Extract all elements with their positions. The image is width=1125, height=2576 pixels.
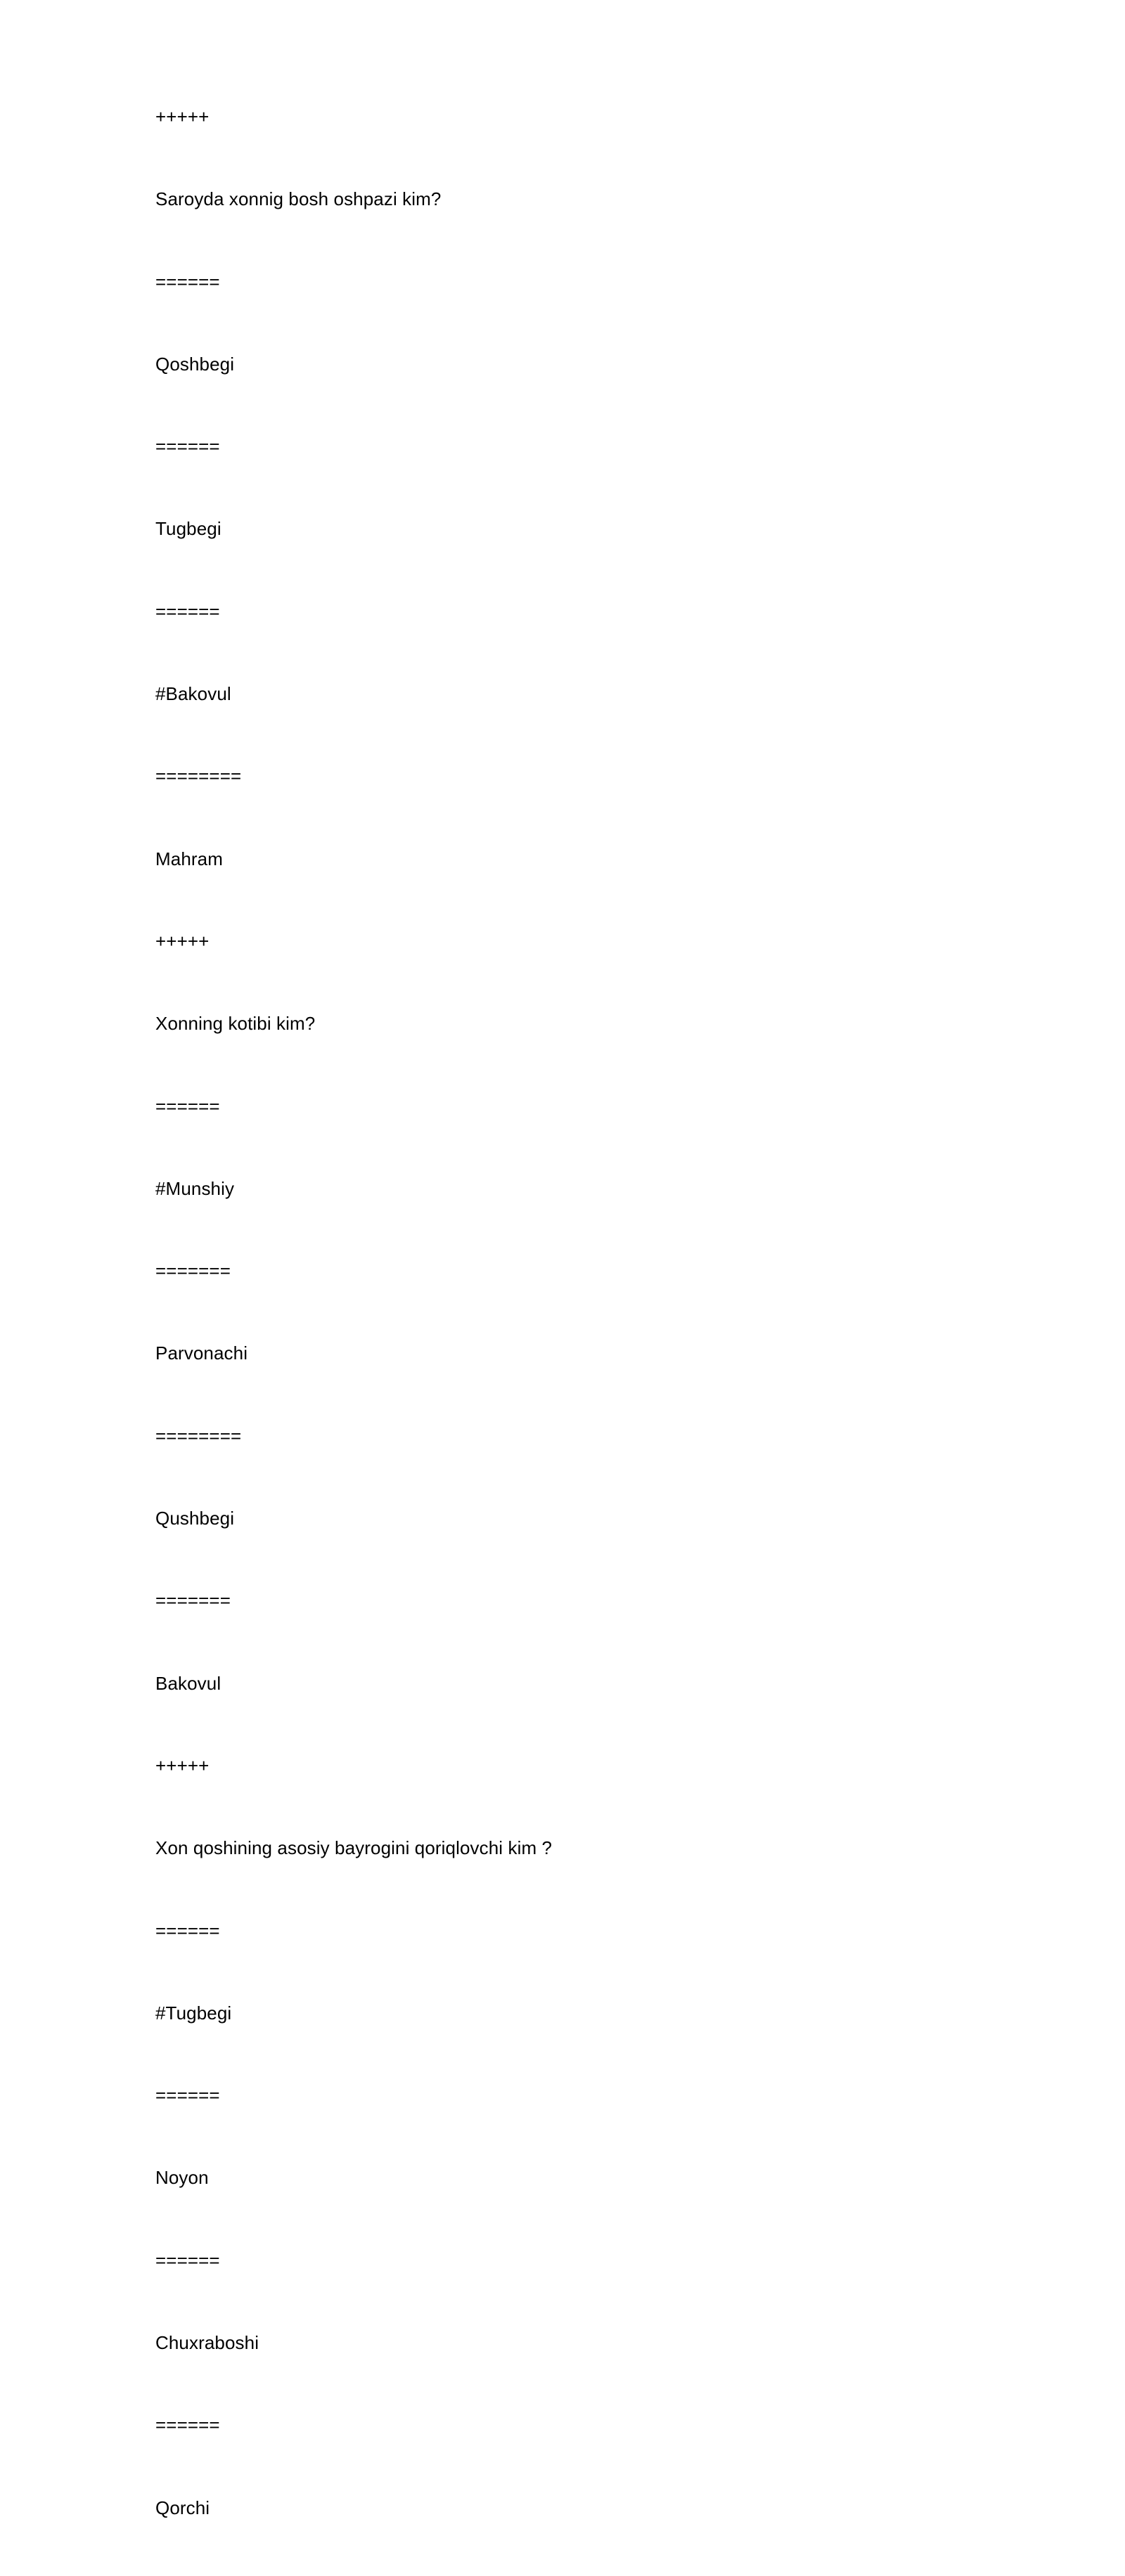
separator-equals: ========	[155, 1425, 242, 1446]
separator-equals: =======	[155, 1590, 231, 1612]
answer-option: Bakovul	[155, 1672, 221, 1694]
separator-equals: ======	[155, 1920, 220, 1941]
question-text: Xonning kotibi kim?	[155, 1013, 316, 1035]
answer-option: Qorchi	[155, 2497, 210, 2518]
document-body	[155, 103, 552, 2576]
separator-equals: ======	[155, 600, 220, 622]
separator-equals: ======	[155, 436, 220, 458]
answer-option: Qoshbegi	[155, 353, 235, 375]
answer-option: Tugbegi	[155, 518, 221, 540]
separator-plus: +++++	[155, 106, 210, 127]
correct-answer-option: #Bakovul	[155, 683, 231, 705]
correct-answer-option: #Munshiy	[155, 1177, 235, 1199]
separator-equals: ======	[155, 271, 220, 292]
separator-plus: +++++	[155, 1754, 210, 1776]
correct-answer-option: #Tugbegi	[155, 2002, 232, 2024]
separator-plus: +++++	[155, 930, 210, 952]
answer-option: Chuxraboshi	[155, 2332, 259, 2354]
separator-equals: ========	[155, 765, 242, 787]
separator-equals: ======	[155, 2414, 220, 2436]
question-text: Xon qoshining asosiy bayrogini qoriqlovchi kim ?	[155, 1837, 553, 1859]
question-text: Saroyda xonnig bosh oshpazi kim?	[155, 188, 442, 210]
separator-equals: ======	[155, 1095, 220, 1117]
separator-equals: =======	[155, 1260, 231, 1282]
separator-equals: ======	[155, 2249, 220, 2271]
separator-equals: ======	[155, 2085, 220, 2106]
answer-option: Mahram	[155, 848, 223, 869]
answer-option: Noyon	[155, 2167, 209, 2189]
answer-option: Qushbegi	[155, 1508, 235, 1529]
answer-option: Parvonachi	[155, 1342, 248, 1364]
